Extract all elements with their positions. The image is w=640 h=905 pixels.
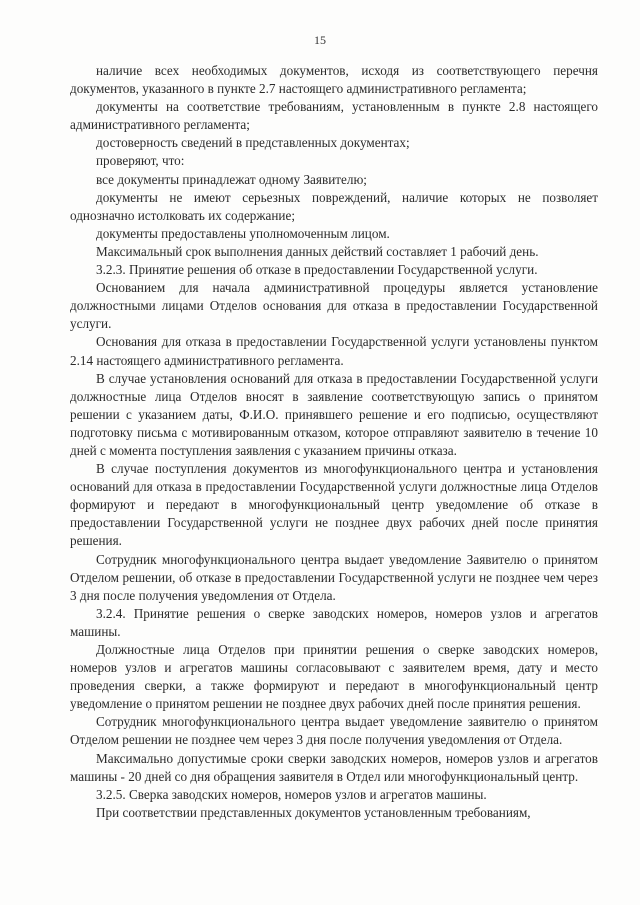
paragraph: документы не имеют серьезных повреждений, наличие которых не позволяет однозначно истолковать их содержание;	[70, 189, 598, 223]
paragraph: Сотрудник многофункционального центра выдает уведомление Заявителю о принятом Отделом решении, об отказе в предоставлении Государственной услуги не позднее чем через 3 дня после получения уведомления от Отдела.	[70, 551, 598, 603]
document-body	[70, 62, 598, 822]
paragraph: Сотрудник многофункционального центра выдает уведомление заявителю о принятом Отделом решении не позднее чем через 3 дня после получения уведомления от Отдела.	[70, 714, 598, 748]
section-heading: 3.2.5. Сверка заводских номеров, номеров узлов и агрегатов машины.	[96, 786, 487, 802]
section-heading: 3.2.4. Принятие решения о сверке заводских номеров, номеров узлов и агрегатов машины.	[70, 605, 598, 639]
paragraph: достоверность сведений в представленных документах;	[96, 135, 410, 151]
paragraph: Должностные лица Отделов при принятии решения о сверке заводских номеров, номеров узлов и агрегатов машины согласовывают с заявителем время, дату и место проведения сверки, а также формируют и передают в многофункциональный центр уведомление о принятом решении не позднее двух рабочих дней после принятия решения.	[70, 642, 598, 712]
paragraph: все документы принадлежат одному Заявителю;	[96, 171, 367, 187]
paragraph: Основания для отказа в предоставлении Государственной услуги установлены пунктом 2.14 настоящего административного регламента.	[70, 334, 598, 368]
paragraph: документы предоставлены уполномоченным лицом.	[96, 225, 390, 241]
paragraph: Максимальный срок выполнения данных действий составляет 1 рабочий день.	[96, 243, 539, 259]
paragraph: В случае поступления документов из многофункционального центра и установления оснований для отказа в предоставлении Государственной услуги должностные лица Отделов формируют и передают в многофункциональный центр уведомление об отказе в предоставлении Государственной услуги не позднее двух рабочих дней после принятия решения.	[70, 461, 598, 549]
section-heading: 3.2.3. Принятие решения об отказе в предоставлении Государственной услуги.	[96, 262, 538, 278]
paragraph: В случае установления оснований для отказа в предоставлении Государственной услуги должностные лица Отделов вносят в заявление соответствующую запись о принятом решении с указанием даты, Ф.И.О. принявшего решение и его подписью, осуществляют подготовку письма с мотивированным отказом, которое отправляют заявителю в течение 10 дней с момента поступления заявления с указанием причины отказа.	[70, 370, 598, 458]
paragraph: При соответствии представленных документов установленным требованиям,	[96, 804, 531, 820]
paragraph: Основанием для начала административной процедуры является установление должностными лицами Отделов основания для отказа в предоставлении Государственной услуги.	[70, 280, 598, 332]
paragraph: наличие всех необходимых документов, исходя из соответствующего перечня документов, указанного в пункте 2.7 настоящего административного регламента;	[70, 63, 598, 97]
page-number: 15	[314, 33, 326, 47]
paragraph: Максимально допустимые сроки сверки заводских номеров, номеров узлов и агрегатов машины - 20 дней со дня обращения заявителя в Отдел или многофункциональный центр.	[70, 750, 598, 784]
paragraph: документы на соответствие требованиям, установленным в пункте 2.8 настоящего административного регламента;	[70, 99, 598, 133]
paragraph: проверяют, что:	[96, 153, 185, 169]
